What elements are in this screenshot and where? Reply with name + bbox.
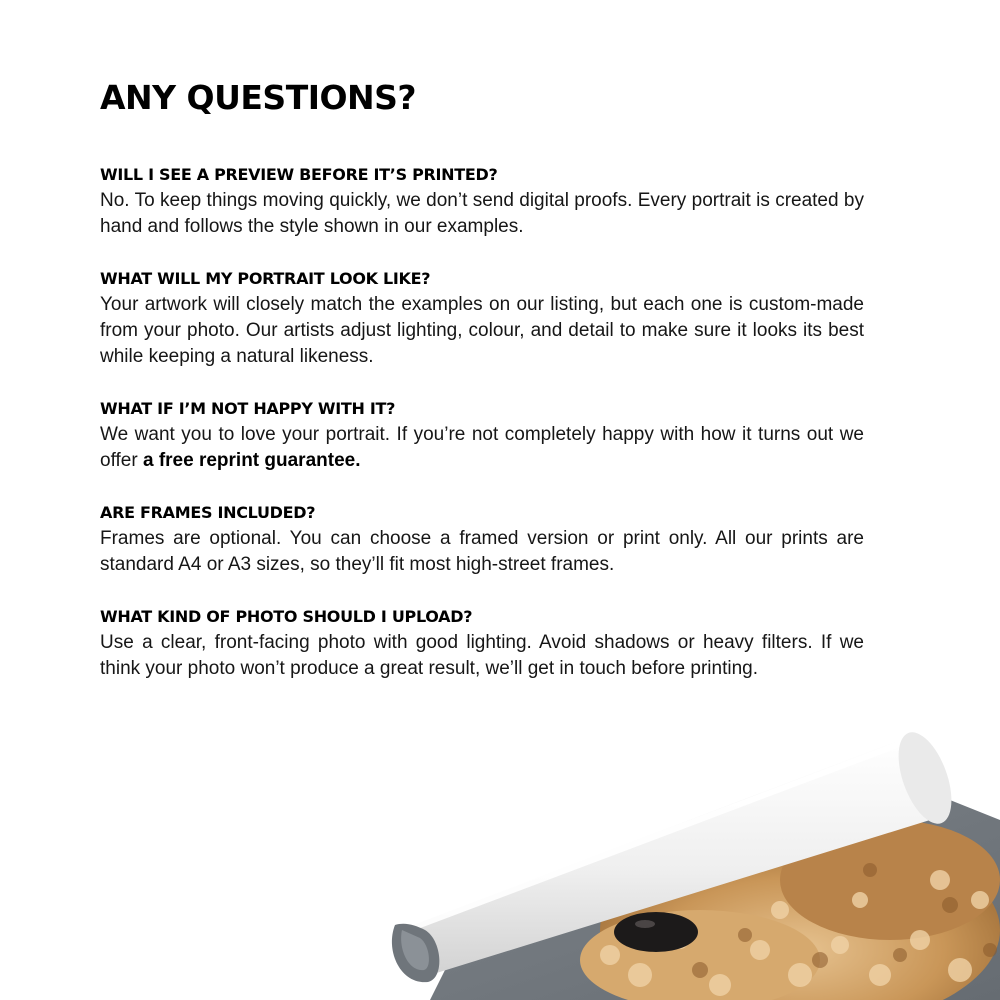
faq-question: WHAT WILL MY PORTRAIT LOOK LIKE? <box>100 269 431 288</box>
faq-answer-text: We want you to love your portrait. If you’re not completely happy with how it turns out we offer <box>100 424 864 471</box>
poster-roll <box>392 725 962 982</box>
dog-nose <box>614 912 698 952</box>
faq-answer <box>100 422 864 474</box>
faq-section <box>100 78 864 708</box>
dog-portrait <box>580 820 1000 1000</box>
faq-question: WILL I SEE A PREVIEW BEFORE IT’S PRINTED? <box>100 165 498 184</box>
page-title: ANY QUESTIONS? <box>100 78 417 117</box>
faq-answer: Your artwork will closely match the examples on our listing, but each one is custom-made from your photo. Our artists adjust lighting, colour, and detail to make sure it looks its best while keeping a natural likeness. <box>100 294 864 367</box>
faq-question: ARE FRAMES INCLUDED? <box>100 503 316 522</box>
faq-answer: Use a clear, front-facing photo with good lighting. Avoid shadows or heavy filters. If we think your photo won’t produce a great result, we’ll get in touch before printing. <box>100 632 864 679</box>
faq-answer: No. To keep things moving quickly, we don’t send digital proofs. Every portrait is created by hand and follows the style shown in our examples. <box>100 190 864 237</box>
faq-item-not-happy <box>100 396 864 474</box>
faq-answer: Frames are optional. You can choose a framed version or print only. All our prints are standard A4 or A3 sizes, so they’ll fit most high-street frames. <box>100 528 864 575</box>
faq-item-frames <box>100 500 864 578</box>
faq-question: WHAT KIND OF PHOTO SHOULD I UPLOAD? <box>100 607 473 626</box>
faq-item-preview <box>100 162 864 240</box>
reprint-guarantee-text: a free reprint guarantee. <box>142 450 361 471</box>
faq-question: WHAT IF I’M NOT HAPPY WITH IT? <box>100 399 396 418</box>
poster-background <box>430 800 1000 1000</box>
faq-item-photo <box>100 604 864 682</box>
faq-item-portrait-look <box>100 266 864 370</box>
